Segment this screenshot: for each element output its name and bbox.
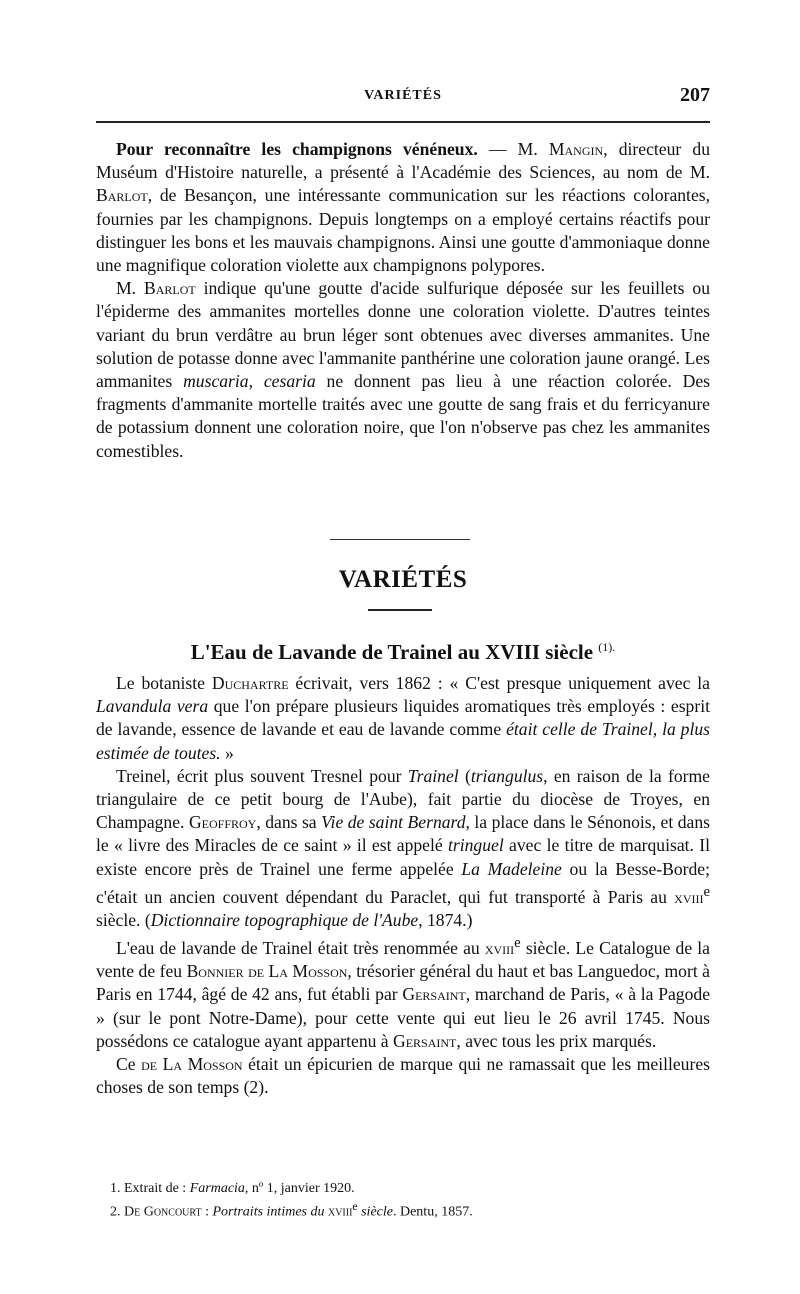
person-name: Gersaint [393,1030,457,1051]
text-run: ne donnent pas lieu à une réaction colorée. Des fragments d'ammanite mortelle traités avec une goutte de sang frais et du ferricyanure de potassium donnent une coloration noire, que l'on n'observe pas chez les ammanites comestibles. [96,371,711,461]
section-separator [330,539,470,540]
text-run: Le botaniste [116,673,212,693]
page-number: 207 [680,84,710,106]
paragraph [96,932,710,1053]
author-name: Barlot [143,278,196,299]
italic-text: muscaria, cesaria [183,371,316,392]
author-name: Mangin [548,139,604,159]
running-head [96,84,710,114]
italic-text: tringuel [448,835,504,856]
paragraph [96,277,710,463]
superscript: e [352,1200,358,1213]
text-run: , trésorier général du haut et bas Languedoc, mort à Paris en 1744, âgé de 42 ans, fut établi par [96,961,710,1005]
text-run: 2. [110,1204,124,1220]
italic-text: triangulus [470,765,544,786]
text-run: siècle. Le Catalogue de la vente de feu [96,937,710,982]
text-run: , marchand de Paris, « à la Pagode » (sur le pont Notre-Dame), pour cette vente qui eut lieu le 26 avril 1745. Nous possédons ce catalogue ayant appartenu à [96,984,710,1051]
mushroom-article [96,138,710,463]
lavender-article [96,672,710,1099]
text-run: . Dentu, 1857. [392,1204,473,1220]
author-name: Barlot [96,185,148,206]
italic-text: Lavandula vera [96,696,209,717]
text-run: , en raison de la forme triangulaire de ce petit bourg de l'Aube), fait partie du diocèse de Troyes, en Champagne. [96,765,710,833]
text-run: , dans sa [256,812,322,833]
text-run: ou la Besse-Borde; c'était un ancien couvent dépendant du Paraclet, qui fut transporté à Paris au [96,858,710,907]
century-numeral: xviii [674,886,704,907]
paragraph [96,672,710,765]
article-title [96,640,710,665]
text-run: avec le titre de marquisat. Il existe encore près de Trainel une ferme appelée [96,835,710,879]
footnote-1 [110,1180,710,1198]
section-title: VARIÉTÉS [338,566,468,593]
text-run: indique qu'une goutte d'acide sulfurique déposée sur les feuillets ou l'épiderme des ammanites mortelles donne une coloration violette. D'autres teintes variant du brun verdâtre au brun léger sont obtenues avec diverses ammanites. Une solution de potasse donne avec l'ammanite panthérine une coloration jaune orangé. Les ammanites [96,278,710,392]
text-run: écrivait, vers 1862 : « C'est presque uniquement avec la [288,673,710,693]
article-title-text: L'Eau de Lavande de Trainel au XVIII siècle [190,640,594,664]
superscript: e [703,883,710,900]
text-run: , 1874.) [418,909,473,930]
century-numeral: xviii [327,1204,353,1220]
footnotes [110,1180,710,1222]
text-run: 1. Extrait de : [110,1181,190,1196]
text-run: , avec tous les prix marqués. [456,1030,657,1051]
text-run: que l'on prépare plusieurs liquides aromatiques très employés : esprit de lavande, essence de lavande et eau de lavande comme [96,696,710,740]
running-title: VARIÉTÉS [364,88,442,103]
text-run: Treinel, écrit plus souvent Tresnel pour [116,765,408,786]
text-run: — M. [477,139,549,159]
italic-text: Vie de saint Bernard [321,812,466,833]
person-name: Duchartre [211,673,289,693]
paragraph [96,138,710,277]
italic-text: était celle de Trainel, la plus estimée de toutes. [96,719,710,763]
text-run: était un épicurien de marque qui ne ramassait que les meilleures choses de son temps (2). [96,1053,710,1098]
italic-text: Farmacia [189,1181,245,1196]
italic-text: Portraits intimes du [212,1204,328,1220]
text-run: , la place dans le Sénonois, et dans le « livre des Miracles de ce saint » il est appelé [96,812,710,856]
person-name: De Goncourt [124,1204,202,1220]
text-run: siècle. ( [96,909,151,930]
text-run: M. [116,278,144,299]
italic-text: siècle [357,1204,393,1220]
person-name: Geoffroy [188,812,257,833]
century-numeral: xviii [484,937,515,958]
text-run: L'eau de lavande de Trainel était très renommée au [116,937,485,958]
italic-text: Trainel [407,765,459,786]
person-name: Bonnier de La Mosson [186,961,348,982]
text-run: , de Besançon, une intéressante communication sur les réactions colorantes, fournies par les champignons. Depuis longtemps on a employé certains réactifs pour distinguer les bons et les mauvais champignons. Ainsi une goutte d'ammoniaque donne une magnifique coloration violette aux champignons polypores. [96,185,710,276]
section-title-rule [368,609,432,611]
footnote-ref: (1). [598,640,616,654]
person-name: Gersaint [402,984,466,1005]
text-run: ( [458,765,471,786]
footnote-2 [110,1198,710,1222]
superscript: e [514,935,521,952]
text-run: » [220,742,234,763]
text-run: : [201,1204,213,1220]
paragraph [96,765,710,932]
header-rule [96,121,710,123]
paragraph [96,1053,710,1099]
text-run: , directeur du Muséum d'Histoire naturelle, a présenté à l'Académie des Sciences, au nom de M. [96,139,710,183]
person-name: de La Mosson [141,1053,243,1074]
article-lead-title: Pour reconnaître les champignons vénéneux. [116,139,478,159]
italic-text: La Madeleine [461,858,562,879]
text-run: Ce [116,1053,142,1074]
italic-text: Dictionnaire topographique de l'Aube [150,909,419,930]
text-run: , nº 1, janvier 1920. [244,1181,355,1196]
